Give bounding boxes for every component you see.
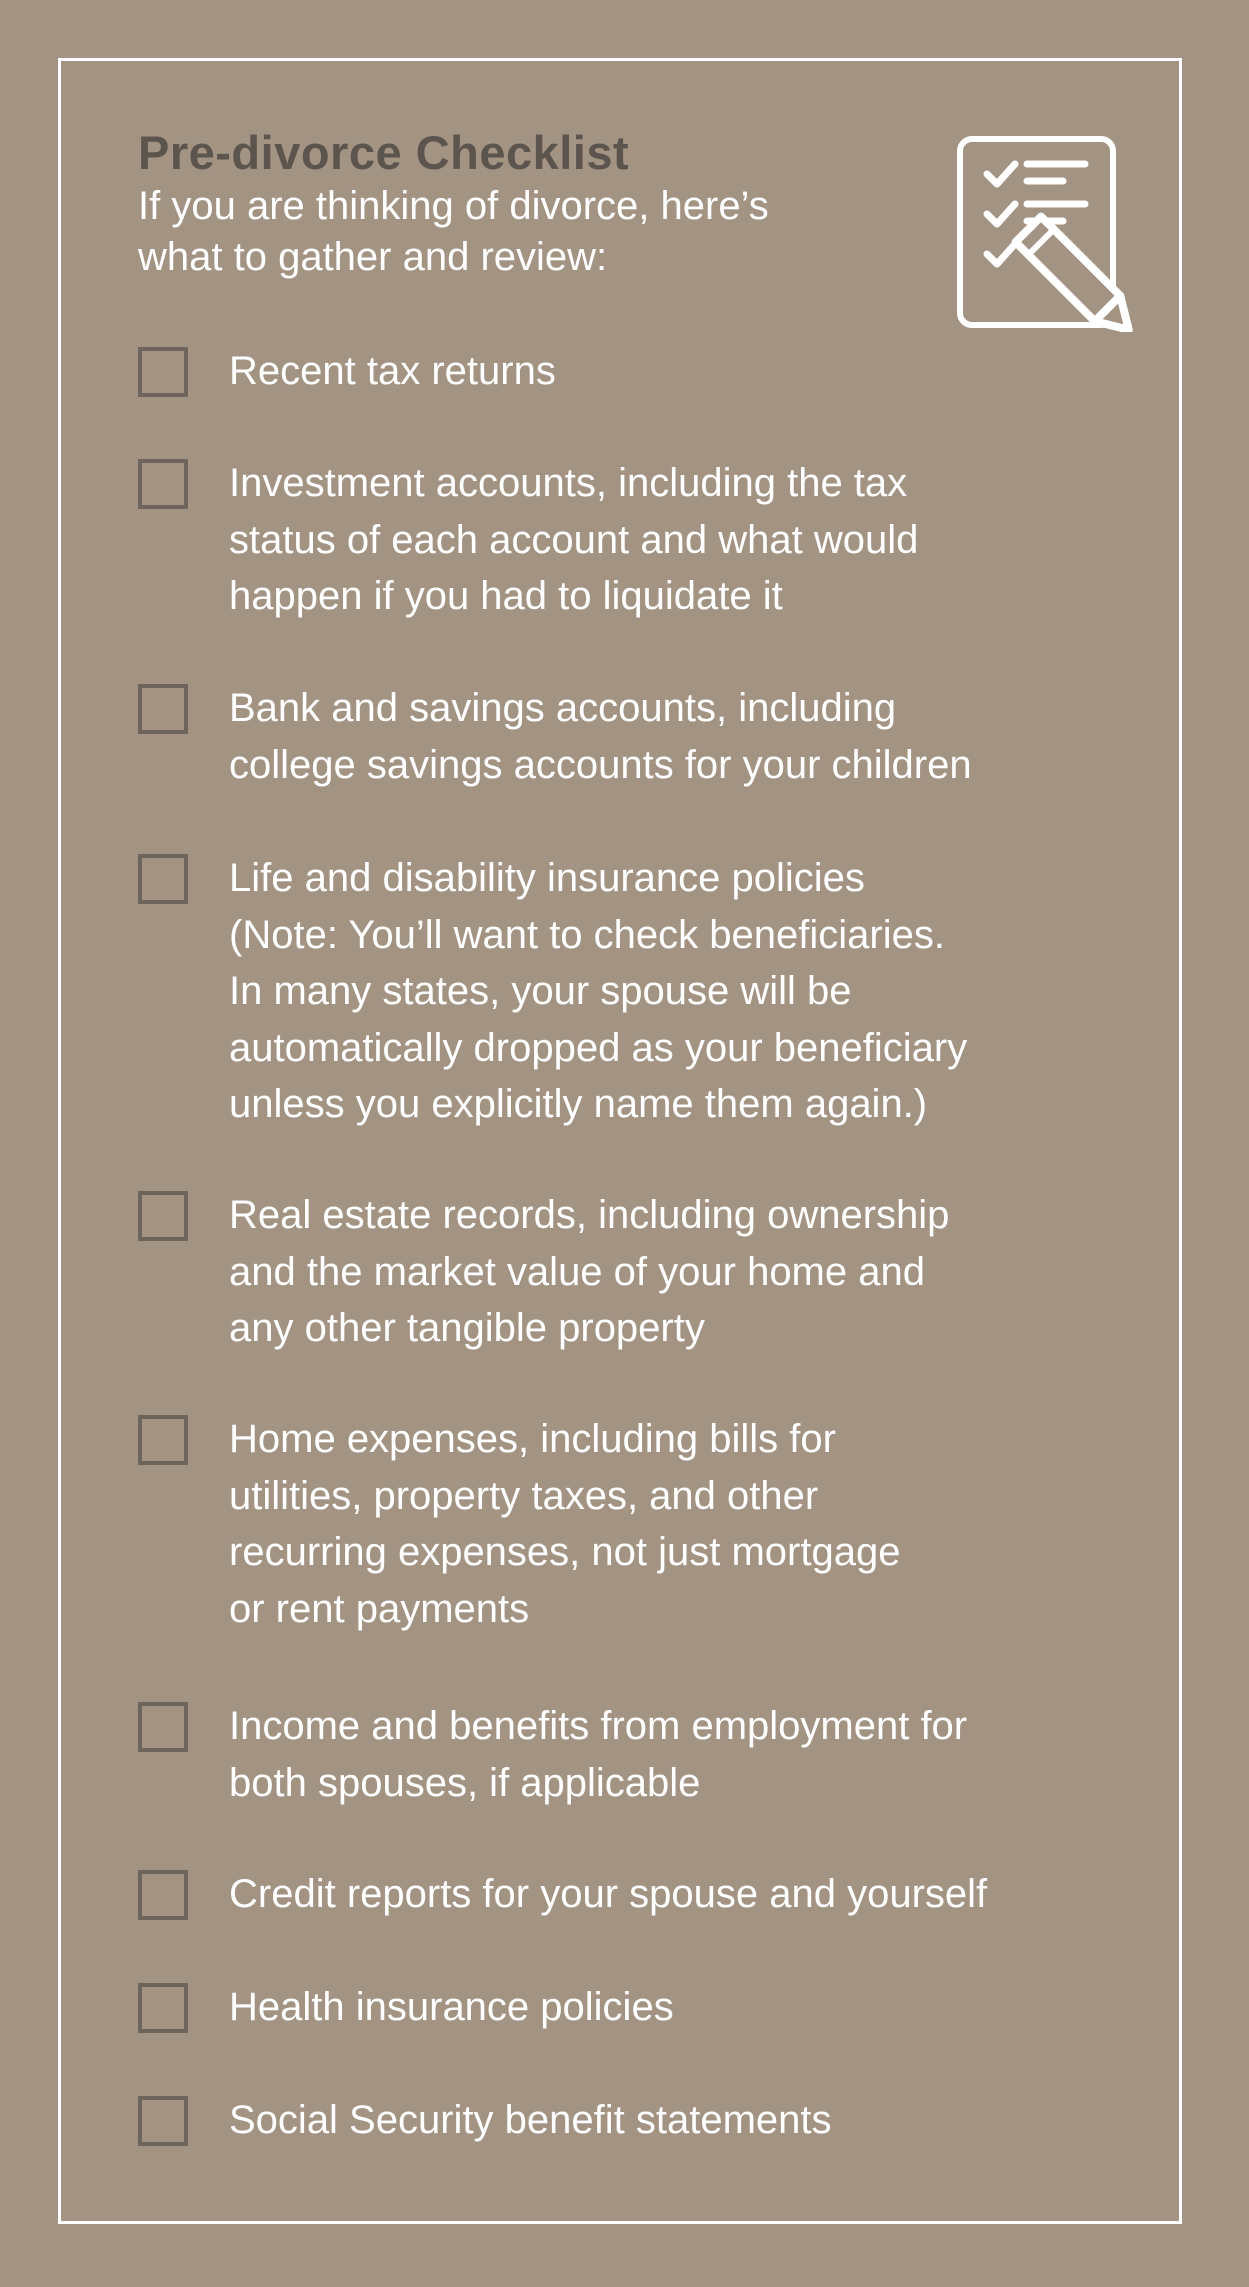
checklist-item-label: Health insurance policies bbox=[229, 1985, 674, 2029]
checkbox[interactable] bbox=[138, 1983, 188, 2033]
page-subtitle: If you are thinking of divorce, here’s what to gather and review: bbox=[138, 184, 769, 279]
checkbox[interactable] bbox=[138, 854, 188, 904]
checklist-item-label: Home expenses, including bills for utilities, property taxes, and other recurring expenses, not just mortgage or rent payments bbox=[229, 1417, 901, 1631]
checkbox[interactable] bbox=[138, 1870, 188, 1920]
checklist-item-label: Credit reports for your spouse and yourself bbox=[229, 1872, 988, 1916]
checkbox[interactable] bbox=[138, 347, 188, 397]
checkbox[interactable] bbox=[138, 1415, 188, 1465]
checklist-item-label: Real estate records, including ownership and the market value of your home and any other tangible property bbox=[229, 1193, 950, 1350]
checkbox[interactable] bbox=[138, 1191, 188, 1241]
checklist-item-label: Investment accounts, including the tax status of each account and what would happen if you had to liquidate it bbox=[229, 461, 919, 618]
checklist-item-label: Life and disability insurance policies (Note: You’ll want to check beneficiaries. In many states, your spouse will be automatically dropped as your beneficiary unless you explicitly name them again.) bbox=[229, 856, 968, 1126]
checkbox[interactable] bbox=[138, 684, 188, 734]
checklist-item-label: Income and benefits from employment for both spouses, if applicable bbox=[229, 1704, 968, 1805]
checklist-item-label: Social Security benefit statements bbox=[229, 2098, 832, 2142]
checkbox[interactable] bbox=[138, 2096, 188, 2146]
checklist-item-label: Recent tax returns bbox=[229, 349, 556, 393]
page-title: Pre-divorce Checklist bbox=[138, 126, 630, 179]
checklist-item-label: Bank and savings accounts, including college savings accounts for your children bbox=[229, 686, 972, 787]
checkbox[interactable] bbox=[138, 459, 188, 509]
checkbox[interactable] bbox=[138, 1702, 188, 1752]
checklist-with-pencil-icon bbox=[955, 134, 1139, 332]
